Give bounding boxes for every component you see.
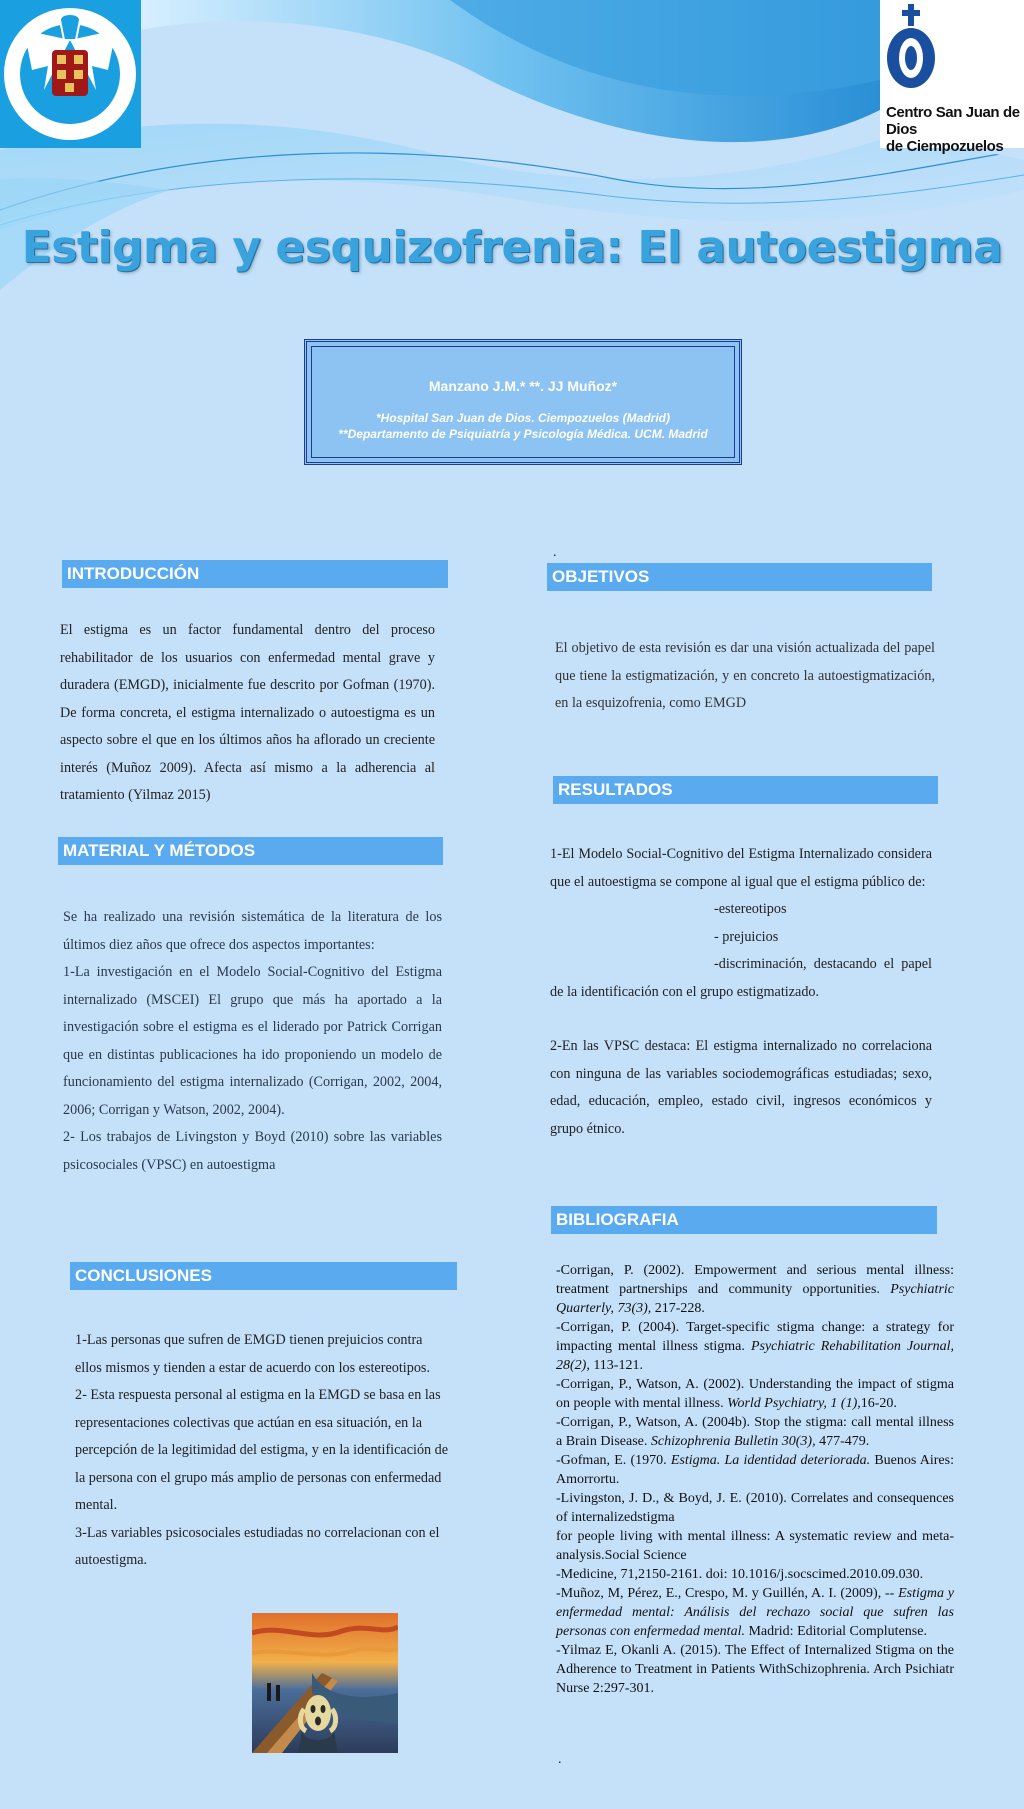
conclusiones-paragraph-2: 2- Esta respuesta personal al estigma en la EMGD se basa en las representaciones colectivas que actúan en esa situación, en la percepción de la legitimidad del estigma, y en la identificación de la persona con el grupo más amplio de personas con enfermedad mental.: [75, 1387, 449, 1513]
affiliation-1: *Hospital San Juan de Dios. Ciempozuelos (Madrid): [375, 411, 671, 425]
bibliography-reference: [556, 1318, 954, 1375]
bibliography-reference: [556, 1489, 954, 1527]
introduccion-header: INTRODUCCIÓN: [62, 560, 448, 588]
objetivos-header: OBJETIVOS: [547, 563, 932, 591]
material-paragraph-3: 2- Los trabajos de Livingston y Boyd (2010) sobre las variables psicosociales (VPSC) en autoestigma: [63, 1129, 442, 1173]
reference-post: 16-20.: [860, 1396, 897, 1411]
resultados-text: [550, 841, 932, 1143]
reference-post: Madrid: Editorial Complutense.: [744, 1624, 927, 1639]
bibliografia-list: [556, 1261, 954, 1698]
conclusiones-paragraph-1: 1-Las personas que sufren de EMGD tienen prejuicios contra ellos mismos y tienden a estar de acuerdo con los estereotipos.: [75, 1332, 430, 1376]
bibliography-reference: [556, 1451, 954, 1489]
centro-logo-text: [886, 104, 1022, 155]
resultados-spacer: [550, 1006, 932, 1033]
logo-text-line1: Centro San Juan de Dios: [886, 104, 1020, 138]
stray-dot: .: [553, 545, 557, 560]
reference-pre: -Muñoz, M, Pérez, E., Crespo, M. y Guillén, A. I. (2009), --: [556, 1586, 899, 1601]
reference-pre: -Corrigan, P., Watson, A. (2002). Understanding the impact of stigma on people with mental illness.: [556, 1377, 954, 1411]
affiliations: [307, 410, 739, 442]
bibliography-reference: [556, 1527, 954, 1565]
conclusiones-paragraph-3: 3-Las variables psicosociales estudiadas no correlacionan con el autoestigma.: [75, 1524, 440, 1568]
pomegranate-cross-icon: [880, 0, 1024, 104]
resultados-item-3: -discriminación, destacando el papel de la identificación con el grupo estigmatizado.: [550, 956, 932, 1000]
reference-em: Estigma y enfermedad mental: Análisis del rechazo social que sufren las personas con enfermedad mental.: [556, 1586, 954, 1639]
poster-title: Estigma y esquizofrenia: El autoestigma: [21, 222, 1003, 273]
objetivos-text: [555, 635, 935, 718]
author-names: Manzano J.M.* **. JJ Muñoz*: [428, 378, 618, 394]
reference-em: Schizophrenia Bulletin 30(3),: [650, 1434, 816, 1449]
conclusiones-text: [75, 1327, 452, 1575]
affiliation-2: **Departamento de Psiquiatría y Psicología Médica. UCM. Madrid: [338, 427, 708, 441]
objetivos-paragraph: El objetivo de esta revisión es dar una visión actualizada del papel que tiene la estigmatización, y en concreto la autoestigmatización, en la esquizofrenia, como EMGD: [555, 640, 935, 711]
centro-san-juan-logo: [880, 0, 1024, 155]
authors-box: [304, 339, 742, 465]
reference-em: Psychiatric Rehabilitation Journal, 28(2),: [556, 1339, 954, 1373]
material-header: MATERIAL Y MÉTODOS: [58, 837, 443, 865]
reference-pre: for people living with mental illness: A systematic review and meta-analysis.Social Science: [556, 1529, 954, 1563]
introduccion-text: [60, 617, 435, 810]
introduccion-paragraph: El estigma es un factor fundamental dentro del proceso rehabilitador de los usuarios con enfermedad mental grave y duradera (EMGD), inicialmente fue descrito por Gofman (1970). De forma concreta, el estigma internalizado o autoestigma es un aspecto sobre el que en los últimos años ha aflorado un creciente interés (Muñoz 2009). Afecta así mismo a la adherencia al tratamiento (Yilmaz 2015): [60, 622, 435, 803]
reference-post: 477-479.: [815, 1434, 870, 1449]
material-paragraph-2: 1-La investigación en el Modelo Social-Cognitivo del Estigma internalizado (MSCEI) El grupo que más ha aportado a la investigación sobre el estigma es el liderado por Patrick Corrigan que en distintas publicaciones ha ido proponiendo un modelo de funcionamiento del estigma internalizado (Corrigan, 2002, 2004, 2006; Corrigan y Watson, 2002, 2004).: [63, 964, 442, 1118]
resultados-item-2: - prejuicios: [714, 928, 779, 945]
resultados-item-1: -estereotipos: [714, 901, 787, 917]
reference-pre: -Livingston, J. D., & Boyd, J. E. (2010). Correlates and consequences of internalizedstigma: [556, 1491, 954, 1525]
bibliography-reference: [556, 1584, 954, 1641]
stray-dot-bottom: .: [558, 1752, 562, 1767]
conclusiones-header: CONCLUSIONES: [70, 1262, 457, 1290]
resultados-paragraph-2: 2-En las VPSC destaca: El estigma internalizado no correlaciona con ninguna de las variables sociodemográficas estudiadas; sexo, edad, educación, empleo, estado civil, ingresos económicos y grupo étnico.: [550, 1038, 932, 1137]
university-seal-icon: [0, 0, 141, 148]
bibliography-reference: [556, 1565, 954, 1584]
reference-post: 217-228.: [651, 1301, 705, 1316]
material-paragraph-1: Se ha realizado una revisión sistemática de la literatura de los últimos diez años que ofrece dos aspectos importantes:: [63, 909, 442, 953]
university-logo: [0, 0, 141, 148]
bibliography-reference: [556, 1375, 954, 1413]
reference-pre: -Corrigan, P. (2002). Empowerment and serious mental illness: treatment partnerships and community opportunities.: [556, 1263, 954, 1297]
the-scream-painting: [252, 1613, 398, 1753]
resultados-header: RESULTADOS: [553, 776, 938, 804]
reference-post: 113-121.: [589, 1358, 643, 1373]
resultados-paragraph-1: 1-El Modelo Social-Cognitivo del Estigma Internalizado considera que el autoestigma se compone al igual que el estigma público de:: [550, 846, 932, 890]
reference-pre: -Gofman, E. (1970.: [556, 1453, 671, 1468]
reference-pre: -Medicine, 71,2150-2161. doi: 10.1016/j.socscimed.2010.09.030.: [556, 1567, 924, 1582]
material-text: [63, 904, 442, 1179]
logo-text-line2: de Ciempozuelos: [886, 138, 1004, 155]
reference-em: World Psychiatry, 1 (1),: [727, 1396, 861, 1411]
reference-em: Psychiatric Quarterly, 73(3),: [556, 1282, 954, 1316]
bibliography-reference: [556, 1641, 954, 1698]
reference-pre: -Corrigan, P., Watson, A. (2004b). Stop the stigma: call mental illness a Brain Disease.: [556, 1415, 954, 1449]
reference-pre: -Yilmaz E, Okanli A. (2015). The Effect of Internalized Stigma on the Adherence to Treatment in Patients WithSchizophrenia. Arch Psichiatr Nurse 2:297-301.: [556, 1643, 954, 1696]
bibliography-reference: [556, 1261, 954, 1318]
reference-em: Estigma. La identidad deteriorada.: [670, 1453, 871, 1468]
reference-pre: -Corrigan, P. (2004). Target-specific stigma change: a strategy for impacting mental illness stigma.: [556, 1320, 954, 1354]
reference-post: Buenos Aires: Amorrortu.: [556, 1453, 954, 1487]
bibliography-reference: [556, 1413, 954, 1451]
bibliografia-header: BIBLIOGRAFIA: [551, 1206, 937, 1234]
